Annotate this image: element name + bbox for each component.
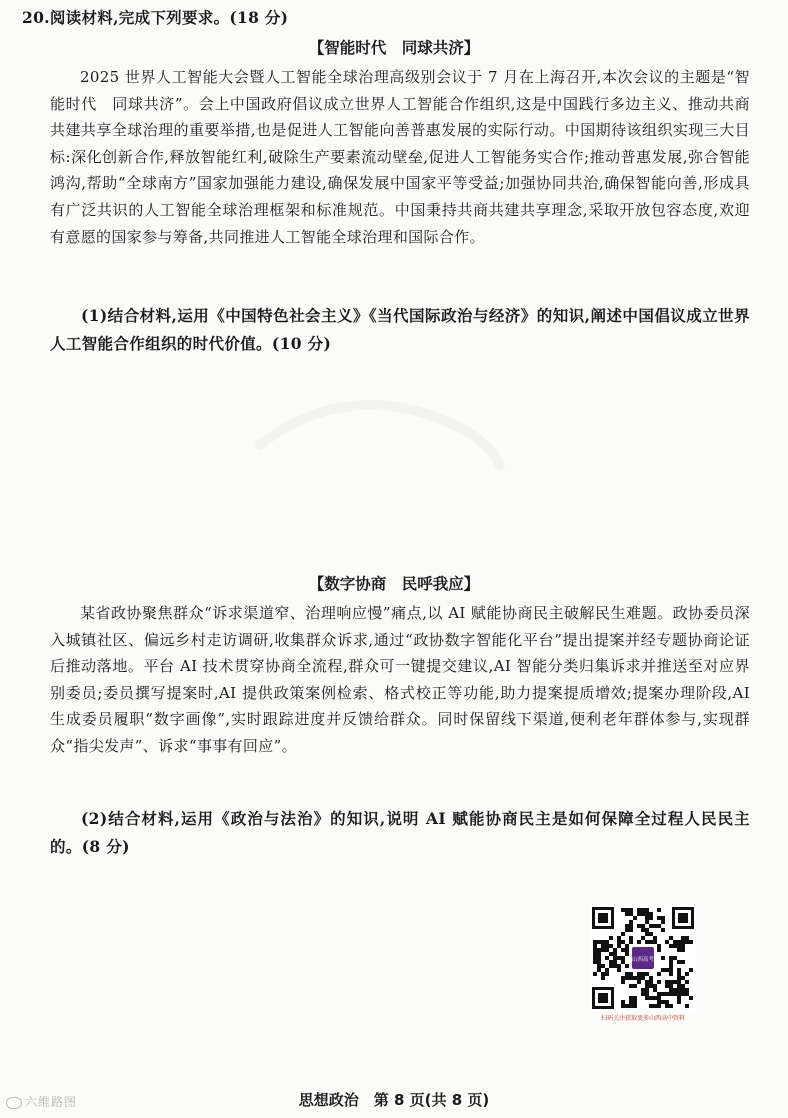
question-2: (2)结合材料,运用《政治与法治》的知识,说明 AI 赋能协商民主是如何保障全过程人民民主的。(8 分) <box>50 809 750 856</box>
page-footer: 思想政治 第 8 页(共 8 页) <box>298 1091 490 1109</box>
watermark-text: 六维路图 <box>25 1095 78 1109</box>
section1-title: 【智能时代 同球共济】 <box>308 39 480 57</box>
qr-caption: 扫码关注获取更多山西高中资料 <box>601 1015 685 1022</box>
question-header: 20.阅读材料,完成下列要求。(18 分) <box>22 8 289 27</box>
section2-title: 【数字协商 民呼我应】 <box>308 575 480 593</box>
bleed-through-mark <box>250 385 510 475</box>
qr-logo-text: 山西高考 <box>631 957 655 963</box>
section2-paragraph: 某省政协聚焦群众“诉求渠道窄、治理响应慢”痛点,以 AI 赋能协商民主破解民生难题。政协委员深入城镇社区、偏远乡村走访调研,收集群众诉求,通过“政协数字智能化平台”提出提案并经专题协商论证后推动落地。平台 AI 技术贯穿协商全流程,群众可一键提交建议,AI 智能分类归集诉求并推送至对应界别委员;委员撰写提案时,AI 提供政策案例检索、格式校正等功能,助力提案提质增效;提案办理阶段,AI 生成委员履职“数字画像”,实时跟踪进度并反馈给群众。同时保留线下渠道,便利老年群体参与,实现群众“指尖发声”、诉求“事事有回应”。 <box>50 604 750 755</box>
section1-paragraph: 2025 世界人工智能大会暨人工智能全球治理高级别会议于 7 月在上海召开,本次会议的主题是“智能时代 同球共济”。会上中国政府倡议成立世界人工智能合作组织,这是中国践行多边主义、推动共商共建共享全球治理的重要举措,也是促进人工智能向善普惠发展的实际行动。中国期待该组织实现三大目标:深化创新合作,释放智能红利,破除生产要素流动壁垒,促进人工智能务实合作;推动普惠发展,弥合智能鸿沟,帮助“全球南方”国家加强能力建设,确保发展中国家平等受益;加强协同共治,确保智能向善,形成具有广泛共识的人工智能全球治理框架和标准规范。中国秉持共商共建共享理念,采取开放包容态度,欢迎有意愿的国家参与筹备,共同推进人工智能全球治理和国际合作。 <box>50 68 750 246</box>
question-1: (1)结合材料,运用《中国特色社会主义》《当代国际政治与经济》的知识,阐述中国倡议成立世界人工智能合作组织的时代价值。(10 分) <box>50 306 750 353</box>
qr-code-block <box>590 905 696 1022</box>
qr-code-icon <box>590 905 696 1011</box>
